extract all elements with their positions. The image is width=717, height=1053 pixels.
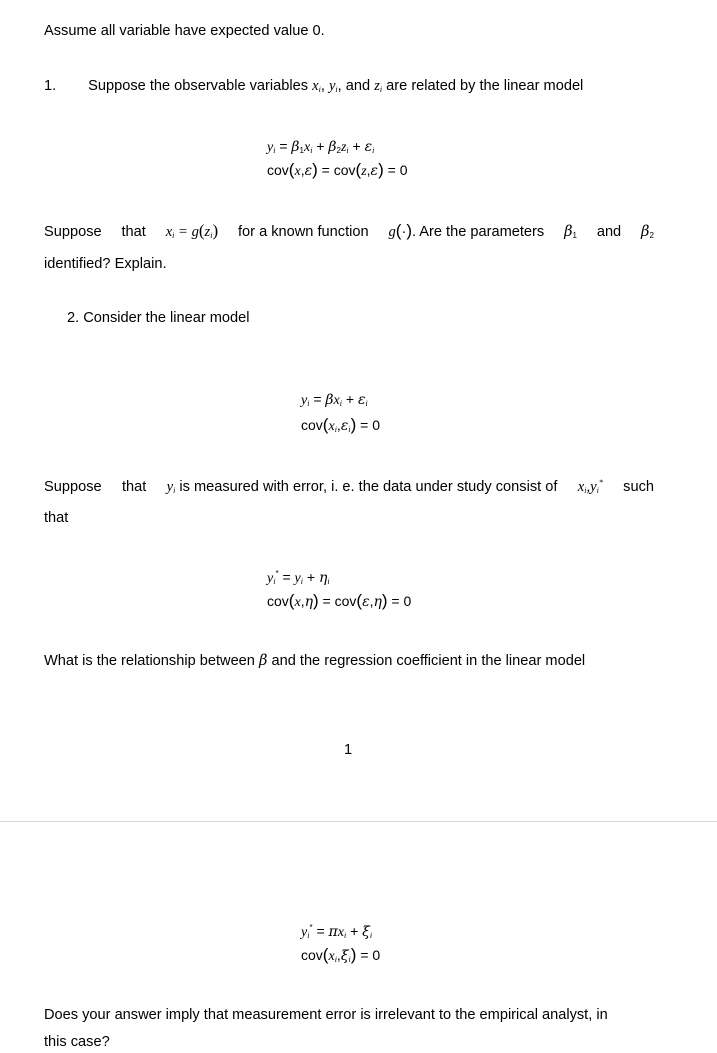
q1-statement: 1. Suppose the observable variables $x_i$, $y_i$, and $z_i$ are related by the linear model — [44, 78, 584, 94]
q2-equation-3: $y_i^* = y_i + \eta_i$ — [267, 569, 330, 586]
page-divider — [0, 821, 717, 822]
q1-equation-1: $y_i = \beta_1x_i + \beta_2z_i + \varepsilon_i$ — [267, 138, 375, 155]
q1-paragraph-line1: Suppose that $x_i = g(z_i)$ for a known function g(·). Are the parameters $\beta_1$ and $\beta_2$ — [44, 221, 654, 240]
q1-paragraph-line2: identified? Explain. — [44, 256, 167, 272]
intro-text: Assume all variable have expected value 0. — [44, 23, 325, 39]
final-question-line1: Does your answer imply that measurement error is irrelevant to the empirical analyst, in — [44, 1007, 608, 1023]
q1-equation-2: cov(x,ε) = cov(z,ε) = 0 — [267, 160, 408, 179]
q2-equation-6: $cov(x_i,\xi_i) = 0$ — [301, 945, 381, 964]
q2-heading: 2. Consider the linear model — [67, 310, 250, 326]
final-question-line2: this case? — [44, 1034, 110, 1050]
q2-equation-4: cov(x,η) = cov(ε,η) = 0 — [267, 591, 412, 610]
q2-equation-1: $y_i = \beta x_i + \varepsilon_i$ — [301, 391, 368, 408]
q2-equation-2: $cov(x_i,\varepsilon_i) = 0$ — [301, 415, 380, 434]
q2-question: What is the relationship between β and the regression coefficient in the linear model — [44, 652, 586, 669]
var-y: $y_i$ — [328, 78, 338, 94]
q2-paragraph-line2: that — [44, 510, 69, 526]
q2-paragraph-line1: Suppose that $y_i$ is measured with error, i. e. the data under study consist of $x_i,y_i^*$ such — [44, 478, 654, 495]
q2-equation-5: $y_i^* = \pi x_i + \xi_i$ — [301, 923, 373, 940]
q1-lead: Suppose the observable variables — [88, 78, 309, 94]
var-z: $z_i$ — [374, 78, 383, 94]
var-x: $x_i$ — [312, 78, 321, 94]
page-number: 1 — [344, 742, 353, 758]
q1-number: 1. — [44, 78, 57, 94]
